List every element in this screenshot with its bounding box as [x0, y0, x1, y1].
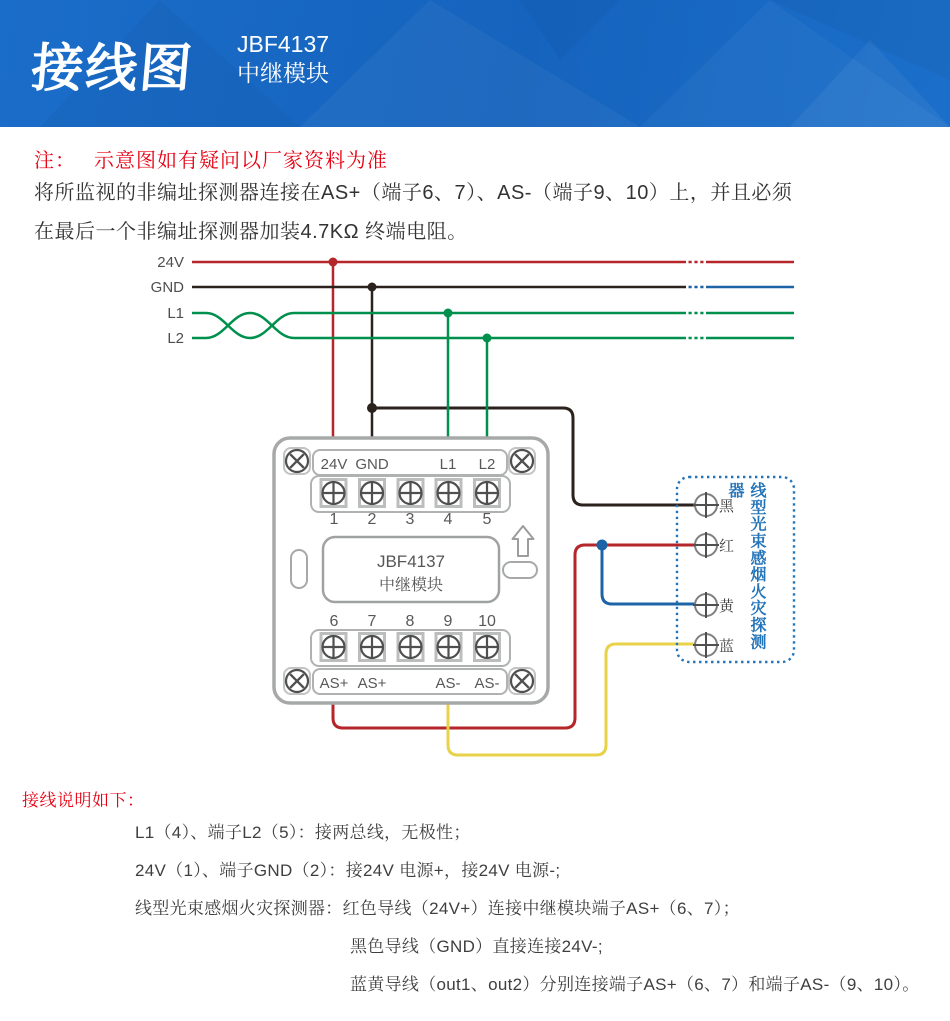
instruction-line: 蓝黄导线（out1、out2）分别连接端子AS+（6、7）和端子AS-（9、10）。	[350, 975, 920, 994]
description-line: 在最后一个非编址探测器加装4.7KΩ 终端电阻。	[34, 221, 468, 243]
terminal-number: 2	[367, 511, 377, 528]
header-module-name: 中继模块	[237, 60, 329, 86]
module-label-gnd: GND	[355, 456, 389, 473]
caution-label: 注：	[34, 150, 76, 172]
terminal-number: 1	[329, 511, 339, 528]
terminal-screw-icon	[436, 634, 461, 661]
instruction-line: 线型光束感烟火灾探测器：红色导线（24V+）连接中继模块端子AS+（6、7）；	[135, 899, 740, 918]
terminal-number: 6	[329, 613, 339, 630]
terminal-number: 9	[443, 613, 453, 630]
module-label-24v: 24V	[320, 456, 348, 473]
beam-detector	[677, 477, 794, 662]
detector-screw-icon	[693, 492, 719, 518]
bus-label-gnd: GND	[150, 279, 184, 296]
led-indicator	[291, 550, 307, 588]
description-line: 将所监视的非编址探测器连接在AS+（端子6、7）、AS-（端子9、10）上，并且必须	[34, 182, 793, 204]
page-title: 接线图	[28, 40, 197, 98]
terminal-screw-icon	[321, 634, 346, 661]
module-label-l2: L2	[478, 456, 496, 473]
mounting-screw-icon	[511, 670, 533, 692]
terminal-screw-icon	[475, 480, 500, 507]
bus-label-24v: 24V	[157, 254, 184, 271]
terminal-number: 3	[405, 511, 415, 528]
detector-screw-icon	[693, 632, 719, 658]
detector-terminal-labels	[719, 498, 735, 655]
terminal-screw-icon	[436, 480, 461, 507]
instruction-line: 黑色导线（GND）直接连接24V-;	[350, 937, 603, 956]
instruction-line: L1（4）、端子L2（5）：接两总线，无极性；	[135, 823, 471, 842]
terminal-screw-icon	[398, 634, 423, 661]
terminal-screw-icon	[475, 634, 500, 661]
mounting-screw-icon	[511, 450, 533, 472]
detector-label-red: 红	[719, 538, 735, 555]
terminal-screw-icon	[360, 634, 385, 661]
terminal-number: 4	[443, 511, 453, 528]
terminal-number: 8	[405, 613, 415, 630]
module-name-text: 中继模块	[378, 577, 444, 594]
mounting-screw-icon	[286, 450, 308, 472]
module-label-as-minus: AS-	[474, 675, 500, 692]
module-label-as-plus: AS+	[357, 675, 387, 692]
bus-label-l1: L1	[167, 305, 184, 322]
header-model: JBF4137	[237, 31, 330, 57]
instruction-line: 24V（1）、端子GND（2）：接24V 电源+，接24V 电源-;	[135, 861, 561, 880]
label-slot	[503, 562, 537, 578]
bus-label-l2: L2	[167, 330, 184, 347]
bus-labels	[151, 254, 185, 347]
terminal-number: 7	[367, 613, 377, 630]
detector-label-blue: 蓝	[719, 638, 735, 655]
wire-l1-l2-green	[192, 313, 794, 438]
module-label-l1: L1	[439, 456, 457, 473]
terminal-screw-icon	[321, 480, 346, 507]
junction-dot-24v	[329, 258, 338, 267]
terminal-number: 10	[478, 613, 496, 630]
terminal-number: 5	[482, 511, 492, 528]
detector-screw-icon	[693, 532, 719, 558]
mounting-screw-icon	[286, 670, 308, 692]
module-label-as-plus: AS+	[319, 675, 349, 692]
module-model-text: JBF4137	[376, 552, 446, 571]
terminal-screw-icon	[360, 480, 385, 507]
detector-label-yellow: 黄	[719, 598, 735, 615]
detector-label-black: 黑	[719, 498, 735, 515]
junction-dot-blue	[597, 540, 608, 551]
detector-title: 线型光束感烟火灾探测器	[726, 482, 765, 650]
detector-screw-icon	[693, 592, 719, 618]
module-label-as-minus: AS-	[435, 675, 461, 692]
instructions-heading: 接线说明如下：	[22, 791, 145, 810]
relay-module	[274, 438, 548, 703]
caution-text: 示意图如有疑问以厂家资料为准	[94, 150, 388, 172]
terminal-screw-icon	[398, 480, 423, 507]
